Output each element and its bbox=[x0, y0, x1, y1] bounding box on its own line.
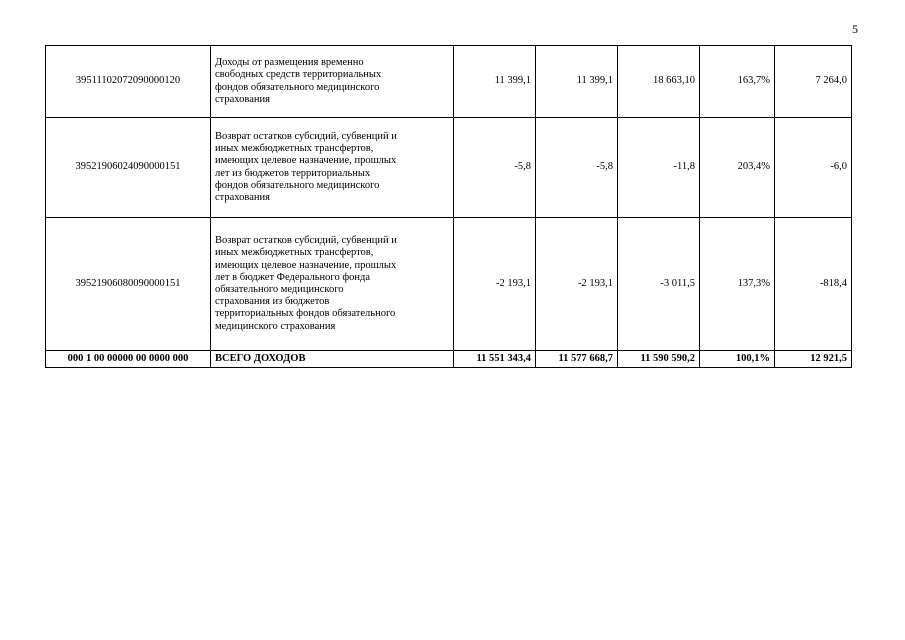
description-line: иных межбюджетных трансфертов, bbox=[215, 143, 374, 155]
row-code: 39521906080090000151 bbox=[46, 218, 211, 351]
description-line: фондов обязательного медицинского bbox=[215, 81, 380, 93]
row-difference: 7 264,0 bbox=[775, 46, 852, 118]
description-line: лет из бюджетов территориальных bbox=[215, 167, 371, 179]
total-code: 000 1 00 00000 00 0000 000 bbox=[46, 351, 211, 368]
description-line: территориальных фондов обязательного bbox=[215, 308, 396, 320]
description-line: Возврат остатков субсидий, субвенций и bbox=[215, 235, 397, 247]
table-row bbox=[46, 46, 852, 118]
row-value-1: -5,8 bbox=[454, 118, 536, 218]
row-value-3: -3 011,5 bbox=[618, 218, 700, 351]
description-line: лет в бюджет Федерального фонда bbox=[215, 271, 370, 283]
page-number: 5 bbox=[852, 22, 858, 36]
total-value-3: 11 590 590,2 bbox=[618, 351, 700, 368]
total-label: ВСЕГО ДОХОДОВ bbox=[211, 351, 454, 368]
row-code: 39511102072090000120 bbox=[46, 46, 211, 118]
total-difference: 12 921,5 bbox=[775, 351, 852, 368]
row-percent: 137,3% bbox=[700, 218, 775, 351]
total-value-1: 11 551 343,4 bbox=[454, 351, 536, 368]
table-row bbox=[46, 118, 852, 218]
row-value-2: 11 399,1 bbox=[536, 46, 618, 118]
revenue-table bbox=[45, 45, 852, 368]
row-value-2: -2 193,1 bbox=[536, 218, 618, 351]
description-line: Доходы от размещения временно bbox=[215, 57, 364, 69]
description-line: имеющих целевое назначение, прошлых bbox=[215, 155, 397, 167]
row-description bbox=[211, 46, 454, 118]
row-value-3: 18 663,10 bbox=[618, 46, 700, 118]
row-value-1: 11 399,1 bbox=[454, 46, 536, 118]
row-percent: 163,7% bbox=[700, 46, 775, 118]
row-value-1: -2 193,1 bbox=[454, 218, 536, 351]
table-row bbox=[46, 218, 852, 351]
row-code: 39521906024090000151 bbox=[46, 118, 211, 218]
description-line: Возврат остатков субсидий, субвенций и bbox=[215, 130, 397, 142]
row-difference: -6,0 bbox=[775, 118, 852, 218]
total-row bbox=[46, 351, 852, 368]
description-line: страхования из бюджетов bbox=[215, 296, 330, 308]
description-line: иных межбюджетных трансфертов, bbox=[215, 247, 374, 259]
description-line: имеющих целевое назначение, прошлых bbox=[215, 259, 397, 271]
description-line: медицинского страхования bbox=[215, 320, 336, 332]
description-line: страхования bbox=[215, 93, 270, 105]
row-description bbox=[211, 218, 454, 351]
row-description bbox=[211, 118, 454, 218]
description-line: обязательного медицинского bbox=[215, 284, 344, 295]
description-line: фондов обязательного медицинского bbox=[215, 179, 380, 191]
description-line: страхования bbox=[215, 191, 270, 203]
row-value-2: -5,8 bbox=[536, 118, 618, 218]
row-difference: -818,4 bbox=[775, 218, 852, 351]
total-value-2: 11 577 668,7 bbox=[536, 351, 618, 368]
total-percent: 100,1% bbox=[700, 351, 775, 368]
description-line: свободных средств территориальных bbox=[215, 69, 382, 81]
row-percent: 203,4% bbox=[700, 118, 775, 218]
row-value-3: -11,8 bbox=[618, 118, 700, 218]
